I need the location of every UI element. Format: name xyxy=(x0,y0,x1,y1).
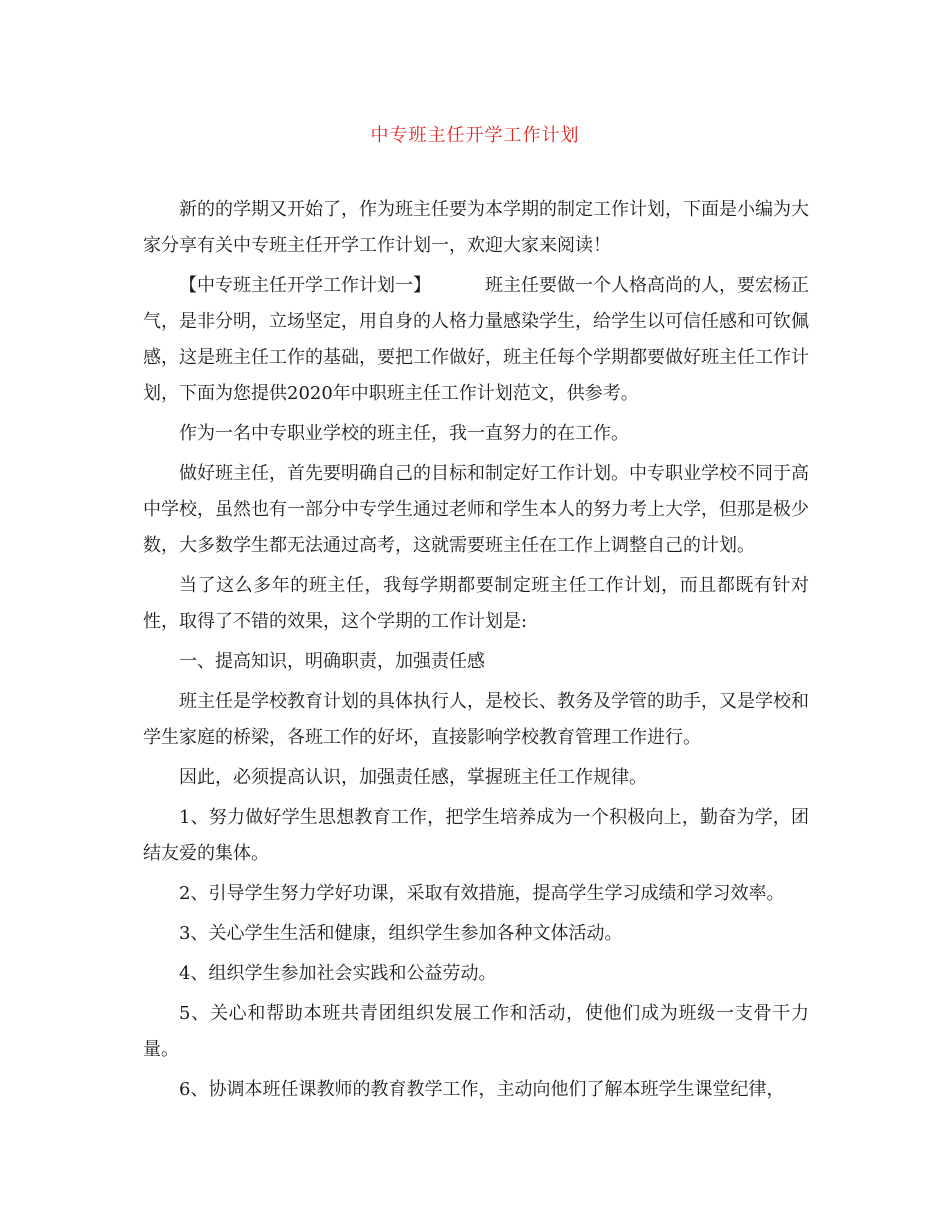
document-title: 中专班主任开学工作计划 xyxy=(370,125,580,146)
list-item: 4、组织学生参加社会实践和公益劳动。 xyxy=(179,963,497,984)
paragraph: 做好班主任，首先要明确自己的目标和制定好工作计划。中专职业学校不同于高中学校，虽然也有一部分中专学生通过老师和学生本人的努力考上大学，但那是极少数，大多数学生都无法通过高考，这就需要班主任在工作上调整自己的计划。 xyxy=(143,463,809,556)
document-body xyxy=(143,192,809,1112)
section-heading: 【中专班主任开学工作计划一】 xyxy=(179,275,431,296)
paragraph: 作为一名中专职业学校的班主任，我一直努力的在工作。 xyxy=(179,423,629,444)
list-item: 6、协调本班任课教师的教育教学工作，主动向他们了解本班学生课堂纪律， xyxy=(179,1079,785,1100)
list-item: 1、努力做好学生思想教育工作，把学生培养成为一个积极向上，勤奋为学，团结友爱的集体。 xyxy=(143,807,809,864)
section-intro: 班主任要做一个人格高尚的人，要宏杨正气，是非分明，立场坚定，用自身的人格力量感染学生，给学生以可信任感和可钦佩感，这是班主任工作的基础，要把工作做好，班主任每个学期都要做好班主任工作计划，下面为您提供2020年中职班主任工作计划范文，供参考。 xyxy=(143,275,809,404)
subheading: 一、提高知识，明确职责，加强责任感 xyxy=(179,651,485,672)
list-item: 2、引导学生努力学好功课，采取有效措施，提高学生学习成绩和学习效率。 xyxy=(179,883,785,904)
paragraph: 因此，必须提高认识，加强责任感，掌握班主任工作规律。 xyxy=(179,767,647,788)
paragraph: 当了这么多年的班主任，我每学期都要制定班主任工作计划，而且都既有针对性，取得了不错的效果，这个学期的工作计划是: xyxy=(143,575,809,632)
paragraph-intro: 新的的学期又开始了，作为班主任要为本学期的制定工作计划，下面是小编为大家分享有关中专班主任开学工作计划一，欢迎大家来阅读！ xyxy=(143,199,809,256)
list-item: 3、关心学生生活和健康，组织学生参加各种文体活动。 xyxy=(179,923,623,944)
paragraph: 班主任是学校教育计划的具体执行人，是校长、教务及学管的助手，又是学校和学生家庭的桥梁，各班工作的好坏，直接影响学校教育管理工作进行。 xyxy=(143,691,809,748)
paragraph-section-one xyxy=(143,268,809,412)
list-item: 5、关心和帮助本班共青团组织发展工作和活动，使他们成为班级一支骨干力量。 xyxy=(143,1003,809,1060)
